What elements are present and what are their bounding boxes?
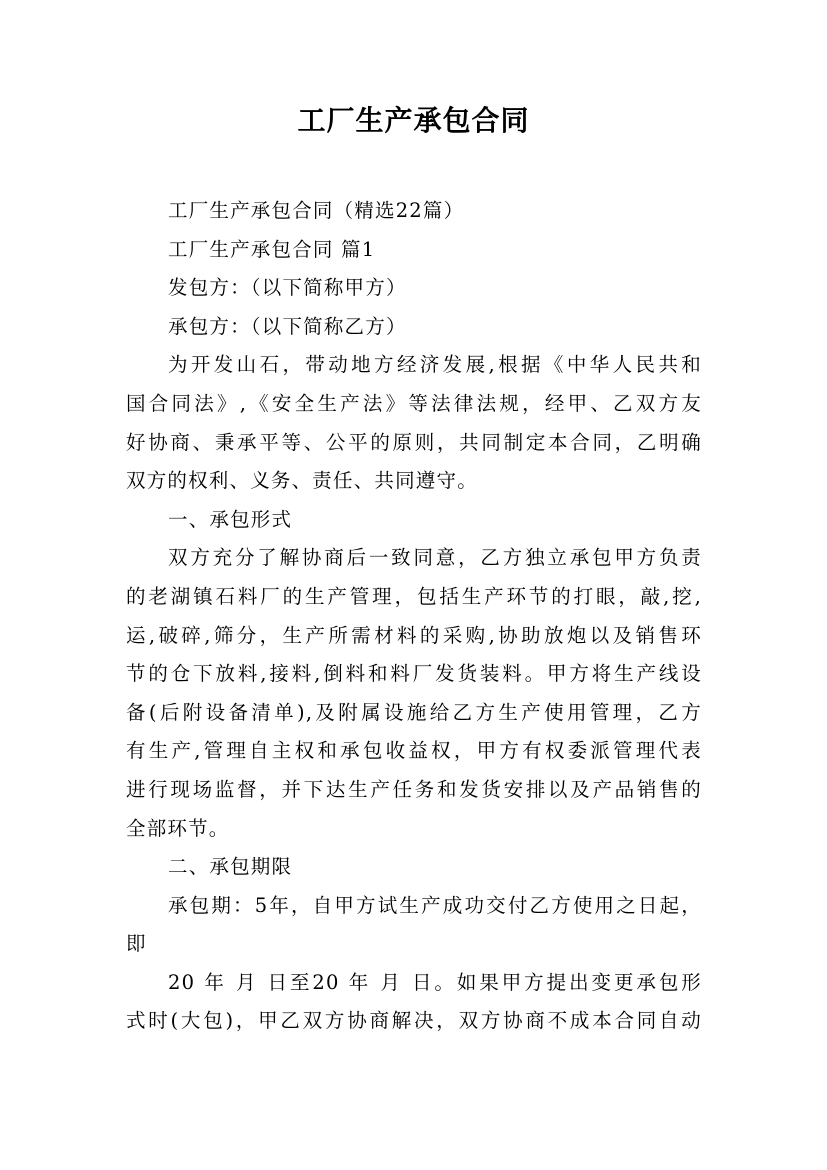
page-title: 工厂生产承包合同 [297,104,530,137]
text-line: 备(后附设备清单),及附属设施给乙方生产使用管理，乙方 [126,700,702,724]
text-line: 20 年 月 日至20 年 月 日。如果甲方提出变更承包形 [168,970,702,994]
text-line: 进行现场监督，并下达生产任务和发货安排以及产品销售的 [126,777,702,801]
text-line: 有生产,管理自主权和承包收益权，甲方有权委派管理代表 [126,739,702,763]
text-line: 运,破碎,筛分，生产所需材料的采购,协助放炮以及销售环 [126,623,702,647]
text-line: 为开发山石，带动地方经济发展,根据《中华人民共和 [168,353,702,377]
text-line: 发包方：（以下简称甲方） [168,276,407,300]
text-line: 国合同法》,《安全生产法》等法律法规，经甲、乙双方友 [126,391,702,415]
text-line: 双方的权利、义务、责任、共同遵守。 [126,469,478,493]
text-line: 工厂生产承包合同 篇1 [168,237,376,261]
text-line: 承包方：（以下简称乙方） [168,314,407,338]
text-line: 工厂生产承包合同（精选22篇） [168,199,465,222]
text-line: 式时(大包)，甲乙双方协商解决，双方协商不成本合同自动 [126,1009,702,1033]
text-line: 即 [126,932,147,956]
text-line: 承包期：5年，自甲方试生产成功交付乙方使用之日起， [168,893,702,917]
text-line: 全部环节。 [126,816,230,840]
text-line: 双方充分了解协商后一致同意，乙方独立承包甲方负责 [168,546,702,570]
text-line: 好协商、秉承平等、公平的原则，共同制定本合同，乙明确 [126,430,702,454]
text-line: 一、承包形式 [168,507,293,531]
text-line: 节的仓下放料,接料,倒料和料厂发货装料。甲方将生产线设 [126,662,702,686]
document-body [126,192,702,1041]
text-line: 的老湖镇石料厂的生产管理，包括生产环节的打眼，敲,挖, [126,584,702,608]
text-line: 二、承包期限 [168,855,293,879]
